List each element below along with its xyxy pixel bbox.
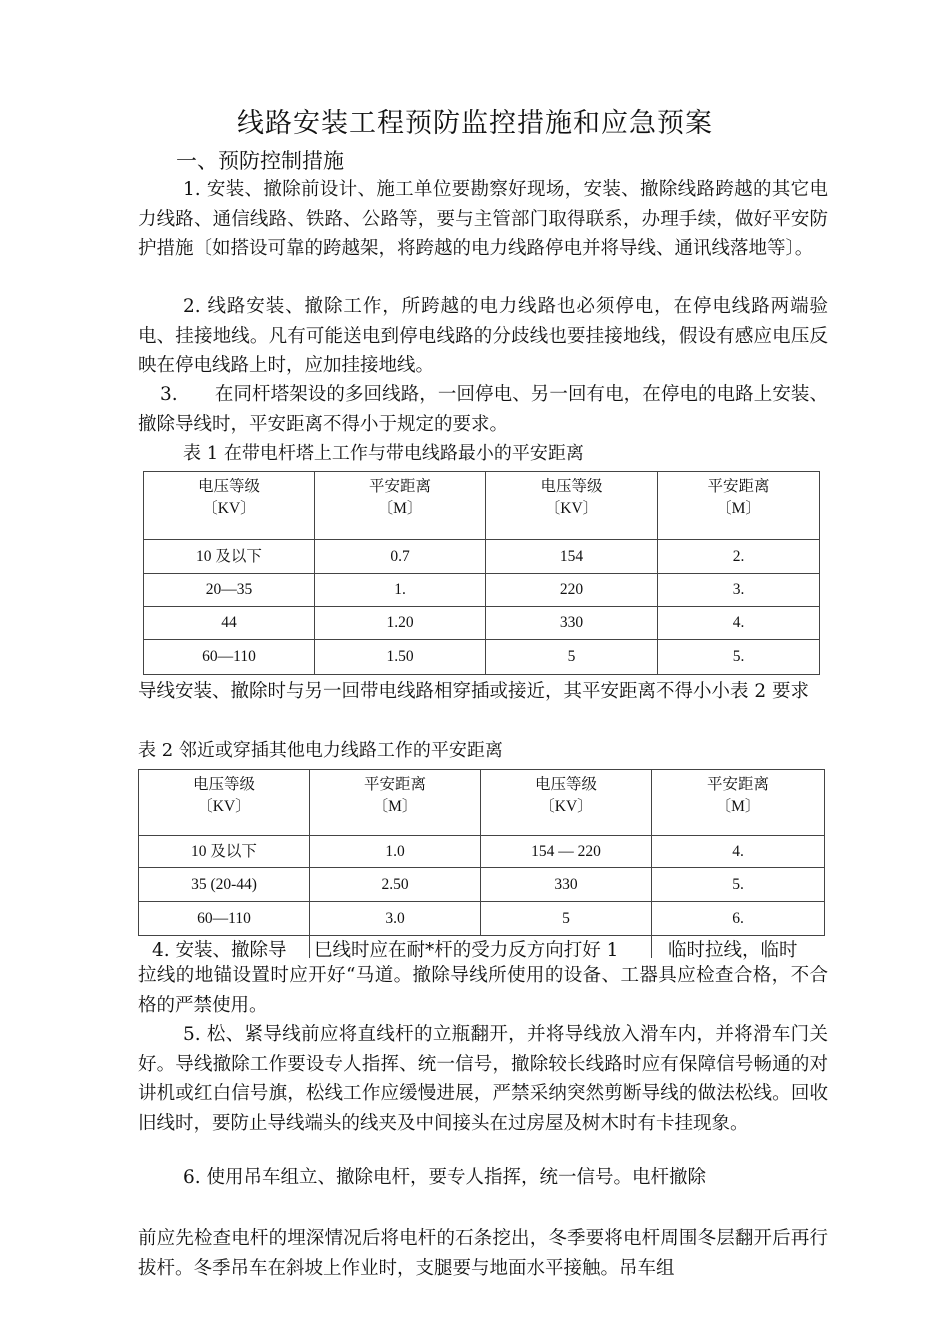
table-cell: 1.0 [310, 836, 481, 868]
table-cell: 20—35 [144, 574, 315, 607]
table-1 [143, 471, 820, 675]
paragraph-2: 2. 线路安装、撤除工作，所跨越的电力线路也必须停电，在停电线路两端验电、挂接地线。凡有可能送电到停电线路的分歧线也要挂接地线，假设有感应电压反映在停电线路上时，应加挂接地线。 [138, 296, 828, 376]
section-heading: 一、预防控制措施 [176, 149, 344, 173]
table-cell: 4. [658, 607, 820, 640]
table-1-header-cell: 电压等级 〔KV〕 [144, 472, 315, 540]
table-cell: 1.50 [315, 640, 486, 675]
table-1-caption: 表 1 在带电杆塔上工作与带电线路最小的平安距离 [183, 443, 584, 464]
table-cell: 44 [144, 607, 315, 640]
table-2-header-cell: 平安距离 〔M〕 [310, 770, 481, 836]
table-cell: 10 及以下 [139, 836, 310, 868]
table-row [144, 607, 820, 640]
table-cell: 0.7 [315, 540, 486, 574]
table-row [139, 902, 825, 936]
column-divider [309, 936, 310, 958]
paragraph-6: 6. 使用吊车组立、撤除电杆，要专人指挥，统一信号。电杆撤除 [183, 1167, 707, 1188]
table-cell: 5. [652, 868, 825, 902]
table-cell: 10 及以下 [144, 540, 315, 574]
table-row [144, 640, 820, 675]
table-1-header-cell: 平安距离 〔M〕 [315, 472, 486, 540]
table-cell: 1.20 [315, 607, 486, 640]
column-divider [651, 936, 652, 958]
table-cell: 4. [652, 836, 825, 868]
table-cell: 3. [658, 574, 820, 607]
table-cell: 5. [658, 640, 820, 675]
table-cell: 154 [486, 540, 658, 574]
table-2-header-cell: 电压等级 〔KV〕 [481, 770, 652, 836]
paragraph-4-fragment-c: 临时拉线，临时 [668, 940, 798, 961]
paragraph-4-fragment-b: 巳线时应在耐*杆的受力反方向打好 1 [314, 940, 619, 961]
table-cell: 3.0 [310, 902, 481, 936]
table-2-header-cell: 电压等级 〔KV〕 [139, 770, 310, 836]
paragraph-7: 前应先检查电杆的埋深情况后将电杆的石条挖出，冬季要将电杆周围冬层翻开后再行拔杆。冬季吊车在斜坡上作业时，支腿要与地面水平接触。吊车组 [138, 1228, 828, 1279]
paragraph-3: 3. 在同杆塔架设的多回线路，一回停电、另一回有电，在停电的电路上安装、撤除导线时，平安距离不得小于规定的要求。 [138, 384, 828, 435]
table-cell: 60—110 [139, 902, 310, 936]
table-2-header-cell: 平安距离 〔M〕 [652, 770, 825, 836]
table-cell: 2.50 [310, 868, 481, 902]
table-cell: 6. [652, 902, 825, 936]
table-row [139, 836, 825, 868]
table-cell: 330 [486, 607, 658, 640]
table-row [144, 574, 820, 607]
paragraph-5: 5. 松、紧导线前应将直线杆的立瓶翻开，并将导线放入滑车内，并将滑车门关好。导线撤除工作要设专人指挥、统一信号，撤除较长线路时应有保障信号畅通的对讲机或红白信号旗，松线工作应缓慢进展，严禁采纳突然剪断导线的做法松线。回收旧线时，要防止导线端头的线夹及中间接头在过房屋及树木时有卡挂现象。 [138, 1024, 828, 1134]
table-cell: 154 — 220 [481, 836, 652, 868]
table-cell: 1. [315, 574, 486, 607]
table-2 [138, 769, 825, 936]
table-cell: 35 (20-44) [139, 868, 310, 902]
table-cell: 60—110 [144, 640, 315, 675]
paragraph-between-tables: 导线安装、撤除时与另一回带电线路相穿插或接近，其平安距离不得小小表 2 要求 [138, 681, 810, 702]
table-1-header-row [144, 472, 820, 540]
paragraph-1: 1. 安装、撤除前设计、施工单位要勘察好现场，安装、撤除线路跨越的其它电力线路、通信线路、铁路、公路等，要与主管部门取得联系，办理手续，做好平安防护措施〔如搭设可靠的跨越架，将跨越的电力线路停电并将导线、通讯线落地等〕。 [138, 179, 828, 259]
table-2-caption: 表 2 邻近或穿插其他电力线路工作的平安距离 [138, 740, 503, 761]
table-1-header-cell: 电压等级 〔KV〕 [486, 472, 658, 540]
table-1-header-cell: 平安距离 〔M〕 [658, 472, 820, 540]
table-2-header-row [139, 770, 825, 836]
paragraph-4-continued: 拉线的地锚设置时应开好“马道。撤除导线所使用的设备、工器具应检查合格，不合格的严禁使用。 [138, 965, 828, 1016]
paragraph-4-fragment-a: 4. 安装、撤除导 [152, 940, 287, 961]
table-cell: 5 [481, 902, 652, 936]
table-cell: 220 [486, 574, 658, 607]
table-cell: 2. [658, 540, 820, 574]
table-row [144, 540, 820, 574]
table-cell: 330 [481, 868, 652, 902]
table-cell: 5 [486, 640, 658, 675]
table-row [139, 868, 825, 902]
document-title: 线路安装工程预防监控措施和应急预案 [237, 108, 713, 139]
